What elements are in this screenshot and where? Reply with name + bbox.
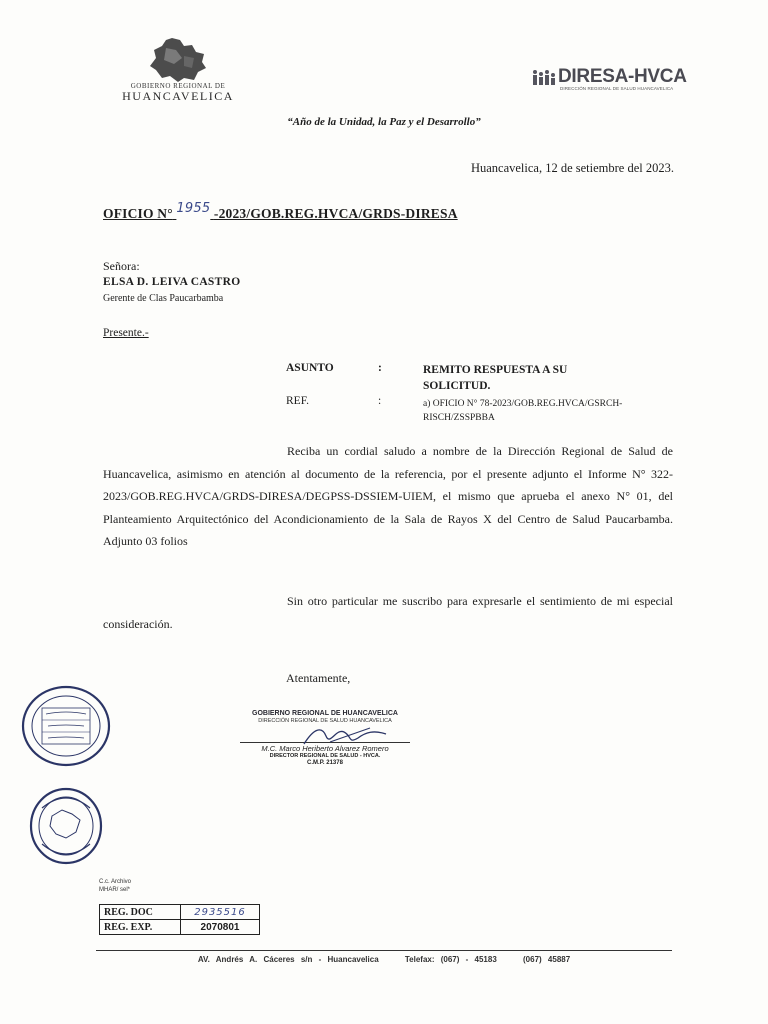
footer <box>0 955 768 964</box>
presente-label: Presente.- <box>103 327 149 339</box>
ref-value: a) OFICIO N° 78-2023/GOB.REG.HVCA/GSRCH-RISCH/ZSSPBBA <box>423 399 623 423</box>
people-group-icon <box>532 68 558 86</box>
cc-initials: MHAR/ sel* <box>99 887 131 893</box>
diresa-name: DIRESA-HVCA <box>558 66 687 87</box>
asunto-value: REMITO RESPUESTA A SU SOLICITUD. <box>423 364 568 392</box>
registry-table <box>99 904 260 935</box>
document-date: Huancavelica, 12 de setiembre del 2023. <box>470 161 674 175</box>
logo-caption-region: HUANCAVELICA <box>122 89 234 103</box>
signatory-name: M.C. Marco Heriberto Alvarez Romero <box>240 742 410 753</box>
asunto-colon: : <box>378 362 382 374</box>
reg-exp-label: REG. EXP. <box>100 920 181 935</box>
closing: Atentamente, <box>286 671 351 685</box>
oficio-prefix: OFICIO N° <box>103 206 173 221</box>
copy-to <box>99 878 131 894</box>
footer-phone-2: (067) 45887 <box>523 955 571 964</box>
diresa-logo <box>532 66 692 91</box>
body-paragraph-2: Sin otro particular me suscribo para expresarle el sentimiento de mi especial consideración. <box>103 594 673 631</box>
signatory-cmp: C.M.P. 21378 <box>307 760 343 766</box>
footer-address: AV. Andrés A. Cáceres s/n - Huancavelica <box>197 955 379 964</box>
body-paragraph-1: Reciba un cordial saludo a nombre de la Dirección Regional de Salud de Huancavelica, asimismo en atención al documento de la referencia, por el presente adjunto el Informe N° 322-2023/GOB.REG.HVCA/GRDS-DIRESA/DEGPSS-DSSIEM-UIEM, el mismo que aprueba el anexo N° 01, del Planteamiento Arquitectónico del Acondicionamiento de la Sala de Rayos X del Centro de Salud Paucarbamba. Adjunto 03 folios <box>103 444 673 548</box>
signature-org: GOBIERNO REGIONAL DE HUANCAVELICA <box>252 710 398 717</box>
cc-archive: C.c. Archivo <box>99 879 132 885</box>
footer-phone-1: Telefax: (067) - 45183 <box>404 955 497 964</box>
salutation: Señora: <box>103 259 140 273</box>
handwritten-signature <box>300 722 390 750</box>
gobierno-regional-logo <box>118 36 238 104</box>
reg-doc-value: 2935516 <box>181 905 260 920</box>
year-motto: “Año de la Unidad, la Paz y el Desarrollo” <box>287 116 481 128</box>
oficio-suffix: -2023/GOB.REG.HVCA/GRDS-DIRESA <box>213 206 458 221</box>
footer-divider <box>96 950 672 951</box>
logo-caption-small: GOBIERNO REGIONAL DE <box>130 82 226 90</box>
recipient-name: ELSA D. LEIVA CASTRO <box>103 276 241 288</box>
table-row <box>100 920 260 935</box>
huancavelica-map-icon <box>148 36 208 84</box>
ref-colon: : <box>378 395 382 407</box>
signature-block <box>240 710 410 766</box>
asunto-label: ASUNTO <box>286 362 334 374</box>
signatory-title: DIRECTOR REGIONAL DE SALUD - HVCA. <box>269 753 381 759</box>
diresa-subtitle: DIRECCIÓN REGIONAL DE SALUD HUANCAVELICA <box>560 86 674 91</box>
reg-exp-value: 2070801 <box>181 920 260 935</box>
oficio-number <box>103 201 458 222</box>
gobierno-regional-seal <box>28 786 104 866</box>
oficio-handwritten-number: 1955 <box>176 201 211 216</box>
ref-label: REF. <box>286 395 310 407</box>
clas-paucarbamba-seal <box>20 684 112 768</box>
table-row <box>100 905 260 920</box>
reg-doc-label: REG. DOC <box>100 905 181 920</box>
recipient-role: Gerente de Clas Paucarbamba <box>103 293 224 304</box>
signature-org-sub: DIRECCIÓN REGIONAL DE SALUD HUANCAVELICA <box>258 718 392 724</box>
